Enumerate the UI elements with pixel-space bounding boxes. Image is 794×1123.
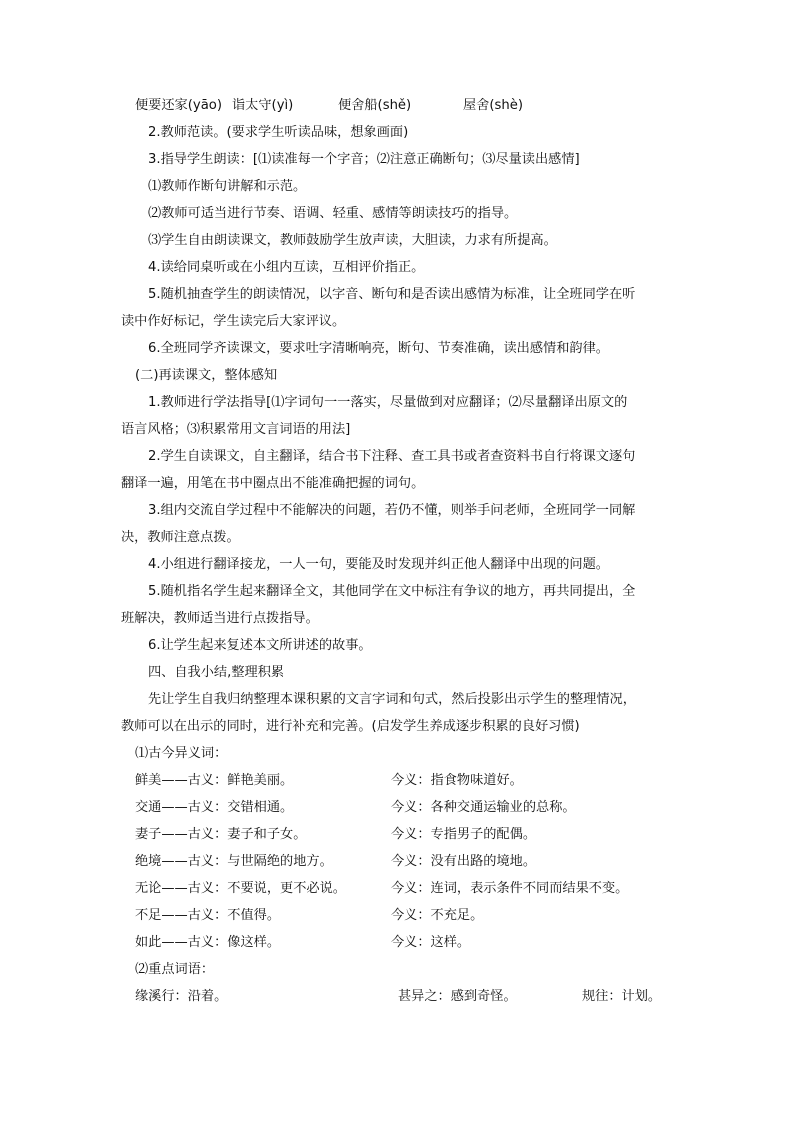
body-line: 3.组内交流自学过程中不能解决的问题，若仍不懂，则举手问老师，全班同学一同解 — [148, 503, 636, 518]
body-line: 6.让学生起来复述本文所讲述的故事。 — [148, 638, 372, 653]
ancient-meaning: 绝境——古义：与世隔绝的地方。 — [135, 854, 333, 869]
modern-meaning: 今义：专指男子的配偶。 — [391, 827, 537, 842]
ancient-meaning: 鲜美——古义：鲜艳美丽。 — [135, 773, 294, 788]
body-line: 4.小组进行翻译接龙，一人一句，要能及时发现并纠正他人翻译中出现的问题。 — [148, 557, 609, 572]
key-word: 缘溪行：沿着。 — [135, 989, 228, 1004]
modern-meaning: 今义：不充足。 — [391, 908, 484, 923]
pron-item: 便要还家(yāo) — [135, 98, 222, 113]
body-line: 教师可以在出示的同时，进行补充和完善。(启发学生养成逐步积累的良好习惯) — [121, 719, 580, 734]
body-line: 1.教师进行学法指导[⑴字词句一一落实，尽量做到对应翻译；⑵尽量翻译出原文的 — [148, 395, 628, 410]
modern-meaning: 今义：指食物味道好。 — [391, 773, 523, 788]
body-line: 5.随机抽查学生的朗读情况，以字音、断句和是否读出感情为标准，让全班同学在听 — [148, 287, 636, 302]
body-line: 3.指导学生朗读：[⑴读准每一个字音；⑵注意正确断句；⑶尽量读出感情] — [148, 152, 580, 167]
body-line: 2.学生自读课文，自主翻译，结合书下注释、查工具书或者查资料书自行将课文逐句 — [148, 449, 636, 464]
pron-item: 便舍船(shě) — [338, 98, 412, 113]
body-line: 翻译一遍，用笔在书中圈点出不能准确把握的词句。 — [121, 476, 425, 491]
section-heading: 四、自我小结,整理积累 — [148, 665, 285, 680]
body-line: 先让学生自我归纳整理本课积累的文言字词和句式，然后投影出示学生的整理情况， — [148, 692, 636, 707]
pron-item: 诣太守(yì) — [232, 98, 294, 113]
modern-meaning: 今义：各种交通运输业的总称。 — [391, 800, 576, 815]
body-line: 6.全班同学齐读课文，要求吐字清晰响亮，断句、节奏准确，读出感情和韵律。 — [148, 341, 609, 356]
key-word: 规往：计划。 — [582, 989, 662, 1004]
body-line: ⑴教师作断句讲解和示范。 — [148, 179, 307, 194]
key-word: 甚异之：感到奇怪。 — [398, 989, 517, 1004]
modern-meaning: 今义：没有出路的境地。 — [391, 854, 537, 869]
body-line: 读中作好标记，学生读完后大家评议。 — [121, 314, 346, 329]
body-line: 4.读给同桌听或在小组内互读，互相评价指正。 — [148, 260, 425, 275]
body-line: ⑵教师可适当进行节奏、语调、轻重、感情等朗读技巧的指导。 — [148, 206, 518, 221]
subsection-heading: ⑴古今异义词： — [135, 746, 228, 761]
body-line: 语言风格；⑶积累常用文言词语的用法] — [121, 422, 351, 437]
pron-item: 屋舍(shè) — [463, 98, 524, 113]
body-line: 班解决，教师适当进行点拨指导。 — [121, 611, 319, 626]
ancient-meaning: 不足——古义：不值得。 — [135, 908, 281, 923]
ancient-meaning: 妻子——古义：妻子和子女。 — [135, 827, 307, 842]
subsection-heading: ⑵重点词语： — [135, 962, 215, 977]
section-heading: (二)再读课文，整体感知 — [135, 368, 278, 383]
body-line: 5.随机指名学生起来翻译全文，其他同学在文中标注有争议的地方，再共同提出，全 — [148, 584, 636, 599]
body-line: ⑶学生自由朗读课文，教师鼓励学生放声读，大胆读，力求有所提高。 — [148, 233, 557, 248]
modern-meaning: 今义：这样。 — [391, 935, 471, 950]
body-line: 决，教师注意点拨。 — [121, 530, 240, 545]
ancient-meaning: 如此——古义：像这样。 — [135, 935, 281, 950]
ancient-meaning: 交通——古义：交错相通。 — [135, 800, 294, 815]
body-line: 2.教师范读。(要求学生听读品味，想象画面) — [148, 125, 409, 140]
modern-meaning: 今义：连词，表示条件不同而结果不变。 — [391, 881, 629, 896]
ancient-meaning: 无论——古义：不要说，更不必说。 — [135, 881, 346, 896]
